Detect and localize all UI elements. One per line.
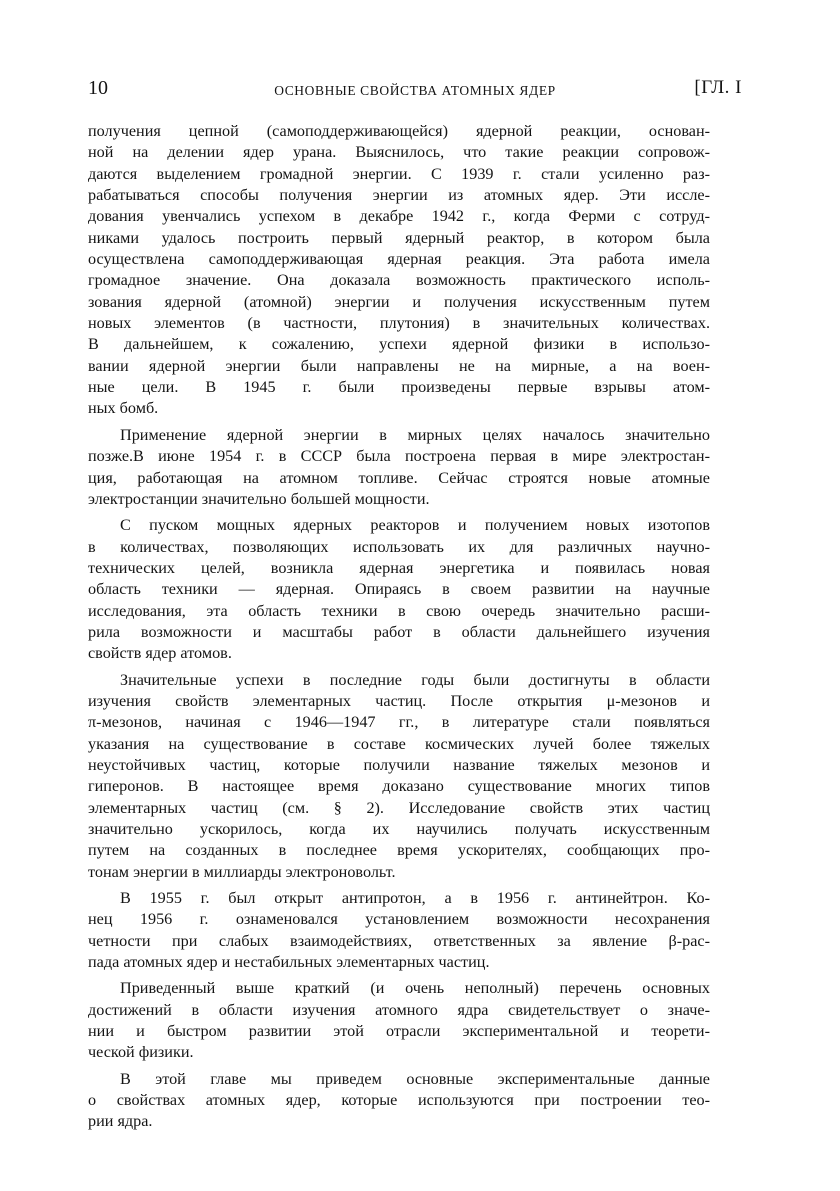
running-title: ОСНОВНЫЕ СВОЙСТВА АТОМНЫХ ЯДЕР <box>274 83 556 98</box>
text-line: Приведенный выше краткий (и очень неполный) перечень основных <box>120 979 710 998</box>
text-line: в количествах, позволяющих использовать их для различных научно- <box>88 537 710 556</box>
text-line: свойств ядер атомов. <box>88 644 232 663</box>
text-line: нец 1956 г. ознаменовался установлением возможности несохранения <box>88 910 710 929</box>
text-line: неустойчивых частиц, которые получили название тяжелых мезонов и <box>88 755 710 774</box>
text-line: Применение ядерной энергии в мирных целях началось значительно <box>120 425 710 444</box>
text-line: В дальнейшем, к сожалению, успехи ядерной физики в использо- <box>88 335 710 354</box>
text-line: ной на делении ядер урана. Выяснилось, что такие реакции сопровож- <box>88 143 710 162</box>
text-line: нии и быстром развитии этой отрасли экспериментальной и теорети- <box>88 1022 710 1041</box>
text-line: изучения свойств элементарных частиц. После открытия μ-мезонов и <box>88 691 710 710</box>
text-line: рила возможности и масштабы работ в области дальнейшего изучения <box>88 622 710 641</box>
paragraph <box>88 978 710 1063</box>
text-line: гиперонов. В настоящее время доказано существование многих типов <box>88 777 710 796</box>
text-line: дования увенчались успехом в декабре 1942 г., когда Ферми с сотруд- <box>88 207 710 226</box>
text-line: новых элементов (в частности, плутония) в значительных количествах. <box>88 314 710 333</box>
text-line: громадное значение. Она доказала возможность практического исполь- <box>88 271 710 290</box>
text-line: электростанции значительно большей мощности. <box>88 489 430 508</box>
text-line: В 1955 г. был открыт антипротон, а в 1956 г. антинейтрон. Ко- <box>120 889 710 908</box>
body-text <box>88 121 710 1133</box>
text-line: тонам энергии в миллиарды электроновольт. <box>88 862 396 881</box>
text-line: вании ядерной энергии были направлены не на мирные, а на воен- <box>88 356 710 375</box>
text-line: исследования, эта область техники в свою очередь значительно расши- <box>88 601 710 620</box>
text-line: π-мезонов, начиная с 1946—1947 гг., в литературе стали появляться <box>88 713 710 732</box>
text-line: даются выделением громадной энергии. С 1939 г. стали усиленно раз- <box>88 164 710 183</box>
page-number: 10 <box>88 77 108 99</box>
text-line: достижений в области изучения атомного ядра свидетельствует о значе- <box>88 1000 710 1019</box>
text-line: С пуском мощных ядерных реакторов и получением новых изотопов <box>120 516 710 535</box>
text-line: рии ядра. <box>88 1112 153 1131</box>
text-line: четности при слабых взаимодействиях, ответственных за явление β-рас- <box>88 931 710 950</box>
text-line: значительно ускорилось, когда их научились получать искусственным <box>88 820 710 838</box>
text-line: ческой физики. <box>88 1043 194 1062</box>
text-line: пада атомных ядер и нестабильных элементарных частиц. <box>88 953 490 972</box>
text-line: позже.В июне 1954 г. в СССР была построена первая в мире электростан- <box>88 447 710 466</box>
text-line: рабатываться способы получения энергии из атомных ядер. Эти иссле- <box>88 186 710 205</box>
text-line: В этой главе мы приведем основные экспериментальные данные <box>120 1069 710 1088</box>
paragraph <box>88 425 710 510</box>
text-line: зования ядерной (атомной) энергии и получения искусственным путем <box>88 292 710 311</box>
text-line: о свойствах атомных ядер, которые используются при построении тео- <box>88 1091 710 1110</box>
paragraph <box>88 888 710 973</box>
paragraph <box>88 670 710 883</box>
text-line: технических целей, возникла ядерная энергетика и появилась новая <box>88 558 710 577</box>
text-line: ция, работающая на атомном топливе. Сейчас строятся новые атомные <box>88 468 710 487</box>
text-line: указания на существование в составе космических лучей более тяжелых <box>88 734 710 753</box>
paragraph <box>88 515 710 664</box>
text-line: путем на созданных в последнее время ускорителях, сообщающих про- <box>88 841 710 860</box>
text-line: Значительные успехи в последние годы были достигнуты в области <box>120 670 710 689</box>
text-line: ных бомб. <box>88 399 159 418</box>
text-line: ные цели. В 1945 г. были произведены первые взрывы атом- <box>88 378 710 397</box>
chapter-reference: [ГЛ. I <box>694 77 742 98</box>
text-line: область техники — ядерная. Опираясь в своем развитии на научные <box>88 580 710 599</box>
text-line: получения цепной (самоподдерживающейся) ядерной реакции, основан- <box>88 122 710 140</box>
page-header <box>88 76 742 104</box>
paragraph <box>88 1069 710 1133</box>
paragraph <box>88 121 710 420</box>
text-line: элементарных частиц (см. § 2). Исследование свойств этих частиц <box>88 798 710 817</box>
text-line: осуществлена самоподдерживающая ядерная реакция. Эта работа имела <box>88 250 710 269</box>
text-line: никами удалось построить первый ядерный реактор, в котором была <box>88 228 710 247</box>
